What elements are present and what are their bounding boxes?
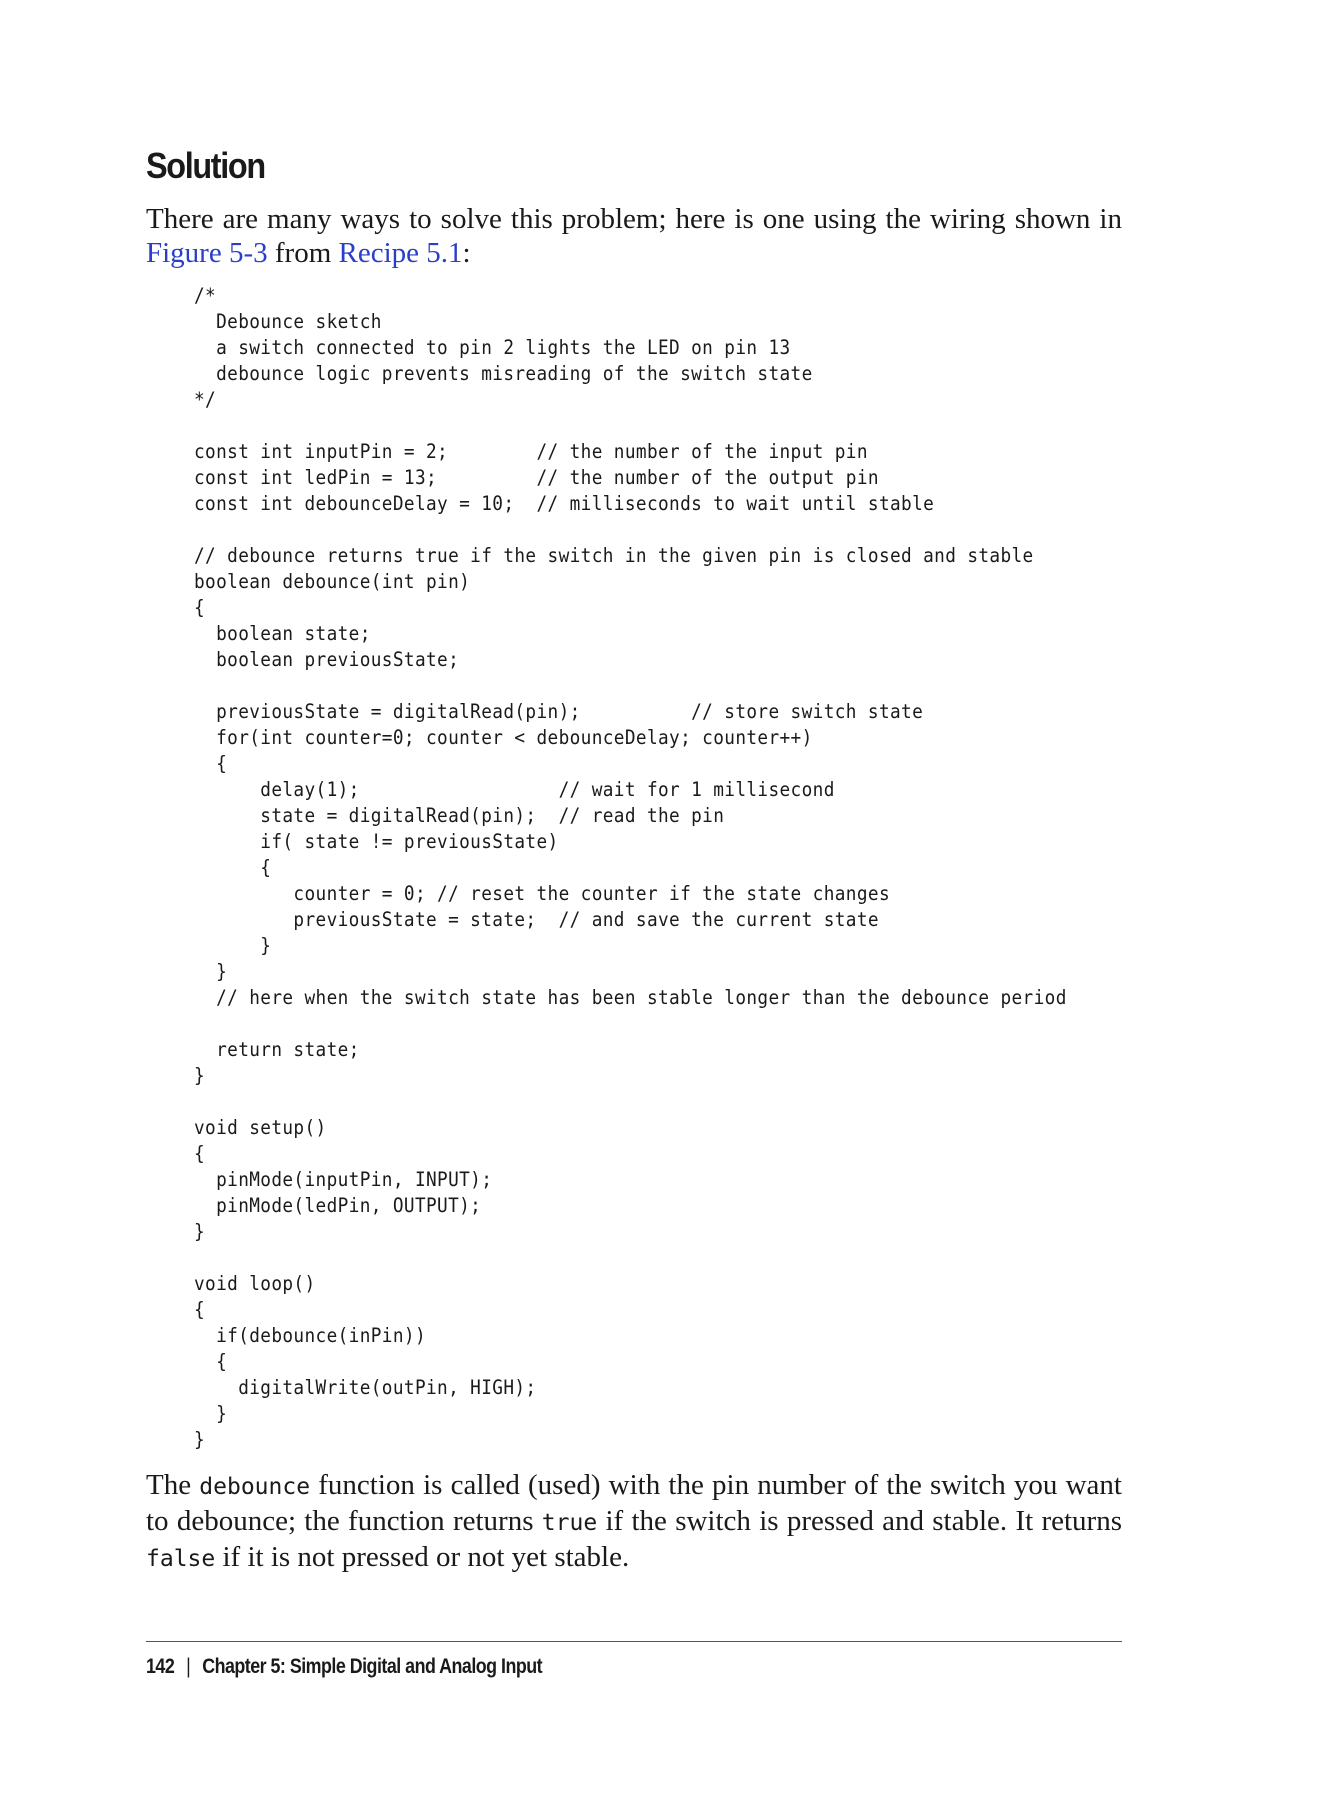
inline-code-debounce: debounce [199, 1474, 311, 1500]
code-line: for(int counter=0; counter < debounceDelay; counter++) [194, 726, 813, 749]
code-line: */ [194, 388, 217, 411]
outro-text: The [146, 1469, 200, 1501]
code-line: previousState = digitalRead(pin); // store switch state [194, 700, 924, 723]
code-line: { [194, 1350, 228, 1373]
code-line [194, 1089, 1067, 1115]
code-line [194, 1011, 1067, 1037]
inline-code-true: true [541, 1510, 598, 1536]
code-line: } [194, 1064, 206, 1087]
code-line: } [194, 1402, 228, 1425]
code-line: if( state != previousState) [194, 830, 559, 853]
code-line: const int ledPin = 13; // the number of the output pin [194, 466, 879, 489]
code-line: { [194, 752, 228, 775]
intro-paragraph [146, 202, 1122, 270]
code-line: return state; [194, 1038, 360, 1061]
code-line: const int inputPin = 2; // the number of the input pin [194, 440, 868, 463]
intro-text-between: from [267, 237, 339, 269]
code-line: { [194, 1298, 206, 1321]
code-line: } [194, 960, 228, 983]
code-listing [194, 283, 1067, 1453]
code-line [194, 517, 1067, 543]
code-line: boolean state; [194, 622, 371, 645]
code-line: Debounce sketch [194, 310, 382, 333]
outro-text: if the switch is pressed and stable. It returns [597, 1505, 1122, 1537]
code-line: digitalWrite(outPin, HIGH); [194, 1376, 537, 1399]
code-line: // here when the switch state has been stable longer than the debounce period [194, 986, 1067, 1009]
code-line: const int debounceDelay = 10; // milliseconds to wait until stable [194, 492, 935, 515]
intro-text-before: There are many ways to solve this problem; here is one using the wiring shown in [146, 203, 1122, 235]
code-line: void loop() [194, 1272, 316, 1295]
inline-code-false: false [146, 1546, 216, 1572]
code-line: void setup() [194, 1116, 327, 1139]
code-line: boolean previousState; [194, 648, 460, 671]
code-line: /* [194, 284, 217, 307]
outro-text: function is called (used) with the pin number of the switch you want to debounce; the function returns [146, 1469, 1122, 1537]
code-line: pinMode(ledPin, OUTPUT); [194, 1194, 482, 1217]
code-line [194, 1245, 1067, 1271]
outro-paragraph [146, 1468, 1122, 1576]
code-line: boolean debounce(int pin) [194, 570, 471, 593]
page-footer [146, 1654, 542, 1680]
code-line: { [194, 1142, 206, 1165]
code-line: a switch connected to pin 2 lights the LED on pin 13 [194, 336, 791, 359]
footer-divider [146, 1641, 1122, 1642]
code-line [194, 413, 1067, 439]
chapter-title: Chapter 5: Simple Digital and Analog Input [202, 1655, 543, 1678]
intro-text-after: : [462, 237, 471, 269]
code-line: counter = 0; // reset the counter if the state changes [194, 882, 890, 905]
page-number: 142 [146, 1655, 175, 1678]
footer-separator: | [186, 1655, 191, 1678]
code-line: debounce logic prevents misreading of the switch state [194, 362, 813, 385]
code-line: // debounce returns true if the switch in the given pin is closed and stable [194, 544, 1034, 567]
code-line: { [194, 856, 272, 879]
figure-link[interactable]: Figure 5-3 [146, 237, 268, 269]
section-heading: Solution [146, 145, 265, 186]
code-line: pinMode(inputPin, INPUT); [194, 1168, 493, 1191]
code-line: delay(1); // wait for 1 millisecond [194, 778, 835, 801]
code-line: } [194, 1220, 206, 1243]
code-line [194, 673, 1067, 699]
code-line: state = digitalRead(pin); // read the pin [194, 804, 725, 827]
code-line: { [194, 596, 206, 619]
code-line: } [194, 1428, 206, 1451]
outro-text: if it is not pressed or not yet stable. [215, 1541, 630, 1573]
code-line: if(debounce(inPin)) [194, 1324, 427, 1347]
code-line: } [194, 934, 272, 957]
recipe-link[interactable]: Recipe 5.1 [338, 237, 463, 269]
code-line: previousState = state; // and save the current state [194, 908, 879, 931]
